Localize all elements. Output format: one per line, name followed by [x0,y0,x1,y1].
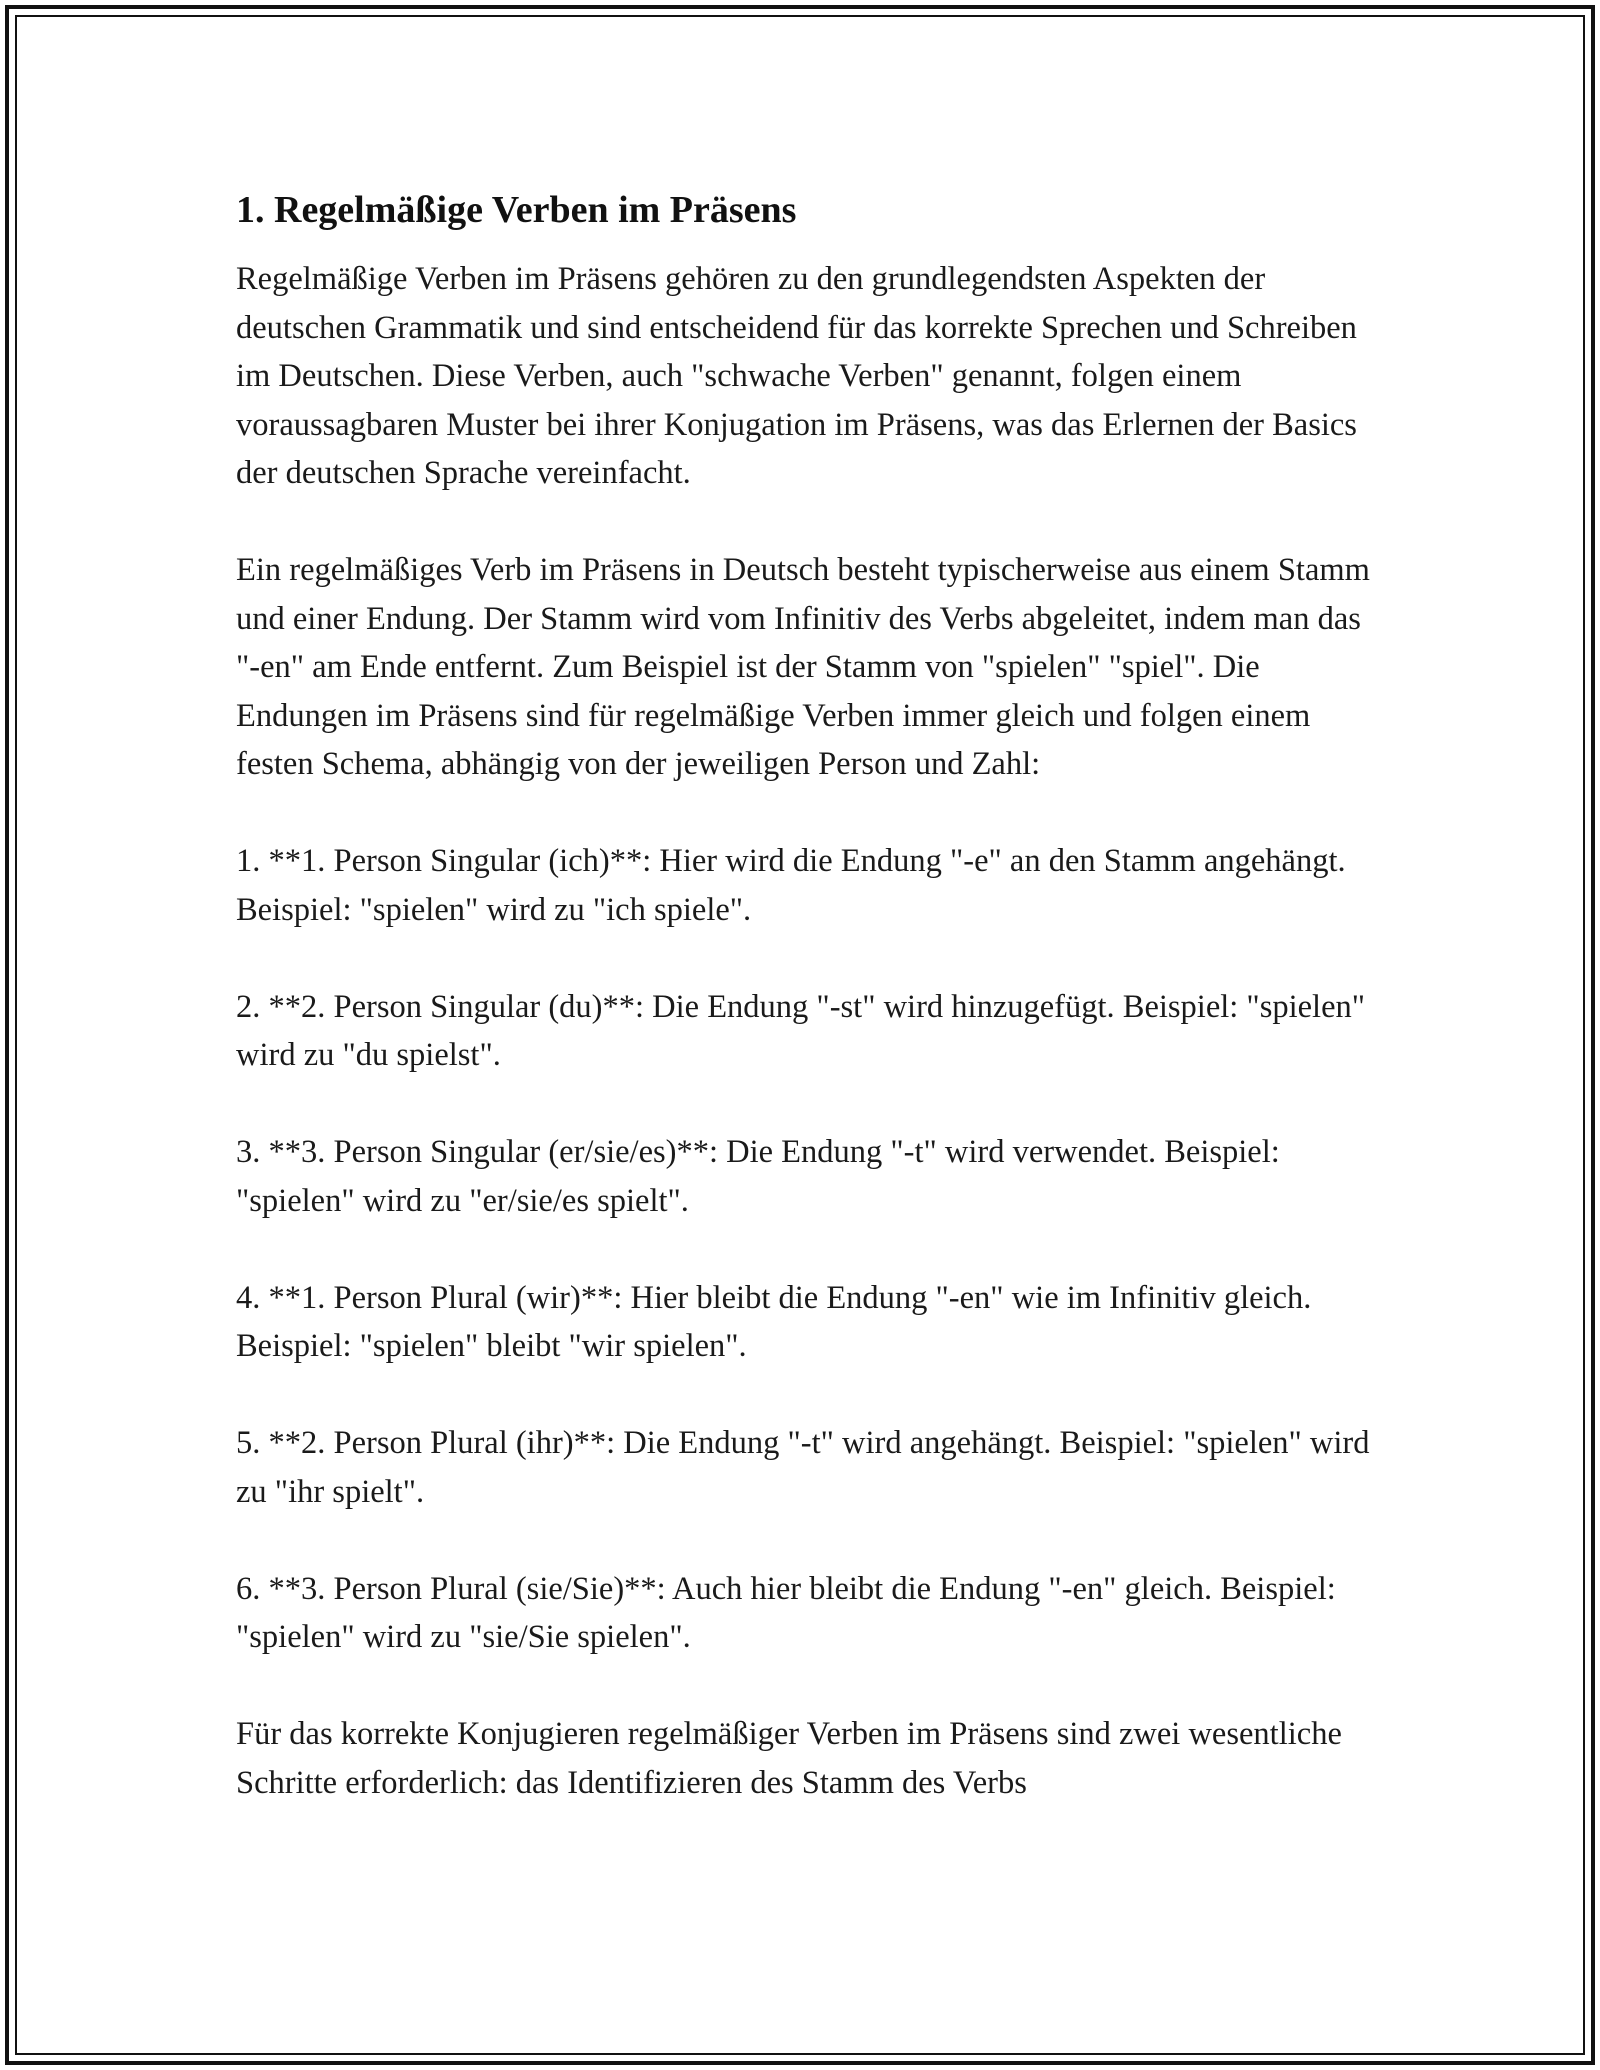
section-heading: 1. Regelmäßige Verben im Präsens [236,189,797,231]
paragraph-structure: Ein regelmäßiges Verb im Präsens in Deutsch besteht typischerweise aus einem Stamm und einer Endung. Der Stamm wird vom Infinitiv des Verbs abgeleitet, indem man das "-en" am Ende entfernt. Zum Beispiel ist der Stamm von "spielen" "spiel". Die Endungen im Präsens sind für regelmäßige Verben immer gleich und folgen einem festen Schema, abhängig von der jeweiligen Person und Zahl: [236,552,1370,782]
paragraph-conclusion: Für das korrekte Konjugieren regelmäßiger Verben im Präsens sind zwei wesentliche Schritte erforderlich: das Identifizieren des Stamm des Verbs [236,1716,1342,1801]
list-item-third-plural: 6. **3. Person Plural (sie/Sie)**: Auch hier bleibt die Endung "-en" gleich. Beispiel: "spielen" wird zu "sie/Sie spielen". [236,1570,1336,1655]
paragraph-intro: Regelmäßige Verben im Präsens gehören zu den grundlegendsten Aspekten der deutschen Grammatik und sind entscheidend für das korrekte Sprechen und Schreiben im Deutschen. Diese Verben, auch "schwache Verben" genannt, folgen einem voraussagbaren Muster bei ihrer Konjugation im Präsens, was das Erlernen der Basics der deutschen Sprache vereinfacht. [236,261,1357,491]
list-item-first-singular: 1. **1. Person Singular (ich)**: Hier wird die Endung "-e" an den Stamm angehängt. Beispiel: "spielen" wird zu "ich spiele". [236,843,1346,928]
list-item-second-plural: 5. **2. Person Plural (ihr)**: Die Endung "-t" wird angehängt. Beispiel: "spielen" wird zu "ihr spielt". [236,1425,1370,1510]
list-item-first-plural: 4. **1. Person Plural (wir)**: Hier bleibt die Endung "-en" wie im Infinitiv gleich. Beispiel: "spielen" bleibt "wir spielen". [236,1279,1312,1364]
list-item-second-singular: 2. **2. Person Singular (du)**: Die Endung "-st" wird hinzugefügt. Beispiel: "spielen" wird zu "du spielst". [236,988,1366,1073]
document-body [236,185,1386,1856]
list-item-third-singular: 3. **3. Person Singular (er/sie/es)**: Die Endung "-t" wird verwendet. Beispiel: "spielen" wird zu "er/sie/es spielt". [236,1134,1280,1219]
